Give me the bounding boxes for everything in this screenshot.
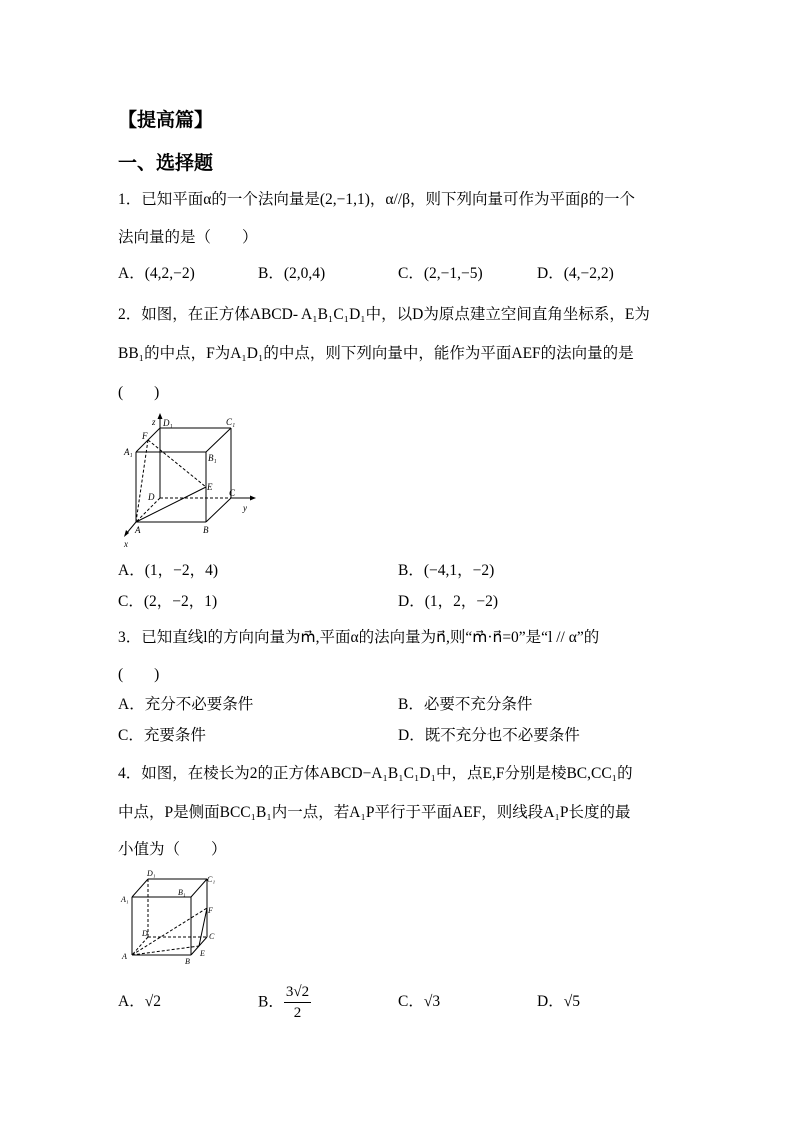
fig2-label-a1: A₁ xyxy=(124,447,133,457)
q3-option-d: D．既不充分也不必要条件 xyxy=(398,727,580,744)
fig2-label-a: A xyxy=(135,525,141,535)
fig2-label-y: y xyxy=(243,503,247,513)
edge-c1-b1 xyxy=(206,428,231,452)
fig2-label-f: F xyxy=(142,431,148,441)
q3-option-a: A．充分不必要条件 xyxy=(118,696,254,713)
fig4-label-b: B xyxy=(185,957,190,965)
q2-line1: 2．如图，在正方体ABCD- A₁B₁C₁D₁中，以D为原点建立空间直角坐标系，E为 xyxy=(118,306,650,323)
q2-option-b: B．(−4,1，−2) xyxy=(398,562,495,579)
q1-option-c: C．(2,−1,−5) xyxy=(398,265,483,282)
q2-option-a: A．(1，−2，4) xyxy=(118,562,219,579)
q3-option-c: C．充要条件 xyxy=(118,727,206,744)
line-f-e xyxy=(148,440,206,487)
q4-line3: 小值为（ ） xyxy=(118,841,227,858)
q4-option-b-numerator: 3√2 xyxy=(284,982,311,1003)
fig4-label-c1: C₁ xyxy=(207,875,216,884)
q2-option-d: D．(1，2，−2) xyxy=(398,593,499,610)
q4-option-b-prefix: B． xyxy=(258,993,284,1011)
line-e-f xyxy=(199,908,207,946)
q2-line2: BB₁的中点，F为A₁D₁的中点，则下列向量中，能作为平面AEF的法向量的是 xyxy=(118,345,634,362)
cube-figure-q4 xyxy=(118,865,228,965)
q4-option-b-denominator: 2 xyxy=(293,1005,302,1021)
q4-option-b xyxy=(258,982,311,1023)
z-arrow xyxy=(158,413,163,419)
q3-line2: ( ) xyxy=(118,666,160,683)
fig4-label-a: A xyxy=(122,952,127,961)
fig4-label-f: F xyxy=(208,906,213,915)
q2-option-c: C．(2，−2，1) xyxy=(118,593,218,610)
q4-option-c: C．√3 xyxy=(398,993,441,1010)
q4-option-a: A．√2 xyxy=(118,993,161,1010)
fig2-label-b: B xyxy=(203,525,209,535)
y-arrow xyxy=(250,496,256,501)
q1-line2: 法向量的是（ ） xyxy=(118,229,258,246)
edge-c1-b1 xyxy=(191,879,207,897)
q1-option-b: B．(2,0,4) xyxy=(258,265,326,282)
q1-line1: 1．已知平面α的一个法向量是(2,−1,1)，α//β，则下列向量可作为平面β的一个 xyxy=(118,191,635,208)
q4-option-d: D．√5 xyxy=(537,993,580,1010)
fig4-label-e: E xyxy=(200,949,205,958)
fig4-label-d: D xyxy=(142,929,148,938)
q1-option-a: A．(4,2,−2) xyxy=(118,265,195,282)
fig4-label-b1: B₁ xyxy=(178,888,186,897)
q4-line1: 4．如图，在棱长为2的正方体ABCD−A₁B₁C₁D₁中，点E,F分别是棱BC,CC₁的 xyxy=(118,765,633,782)
q3-line1: 3．已知直线l的方向向量为m⃗,平面α的法向量为n⃗,则“m⃗·n⃗=0”是“l // α”的 xyxy=(118,629,600,646)
q4-line2: 中点，P是侧面BCC₁B₁内一点，若A₁P平行于平面AEF，则线段A₁P长度的最 xyxy=(118,804,631,821)
fig2-label-d: D xyxy=(148,492,155,502)
q4-option-b-fraction xyxy=(284,982,311,1023)
fig2-label-x: x xyxy=(124,539,128,549)
fig4-label-c: C xyxy=(209,932,215,941)
q1-option-d: D．(4,−2,2) xyxy=(537,265,614,282)
fig2-label-c1: C₁ xyxy=(226,417,236,427)
fig2-label-d1: D₁ xyxy=(163,418,173,428)
fig2-label-c: C xyxy=(229,488,236,498)
line-a-e xyxy=(132,946,199,955)
section-title: 一、选择题 xyxy=(118,152,214,174)
line-a-e xyxy=(136,487,206,522)
fig4-label-a1: A₁ xyxy=(121,895,129,904)
edge-b-c xyxy=(206,498,231,522)
cube-figure-q2 xyxy=(118,412,268,550)
fig2-label-z: z xyxy=(152,417,156,427)
fig2-label-b1: B₁ xyxy=(208,453,217,463)
q2-line3: ( ) xyxy=(118,384,160,401)
section-header: 【提高篇】 xyxy=(118,109,214,131)
edge-a1-d1 xyxy=(132,879,148,897)
fig2-label-e: E xyxy=(207,482,213,492)
fig4-label-d1: D₁ xyxy=(147,869,156,878)
q3-option-b: B．必要不充分条件 xyxy=(398,696,533,713)
